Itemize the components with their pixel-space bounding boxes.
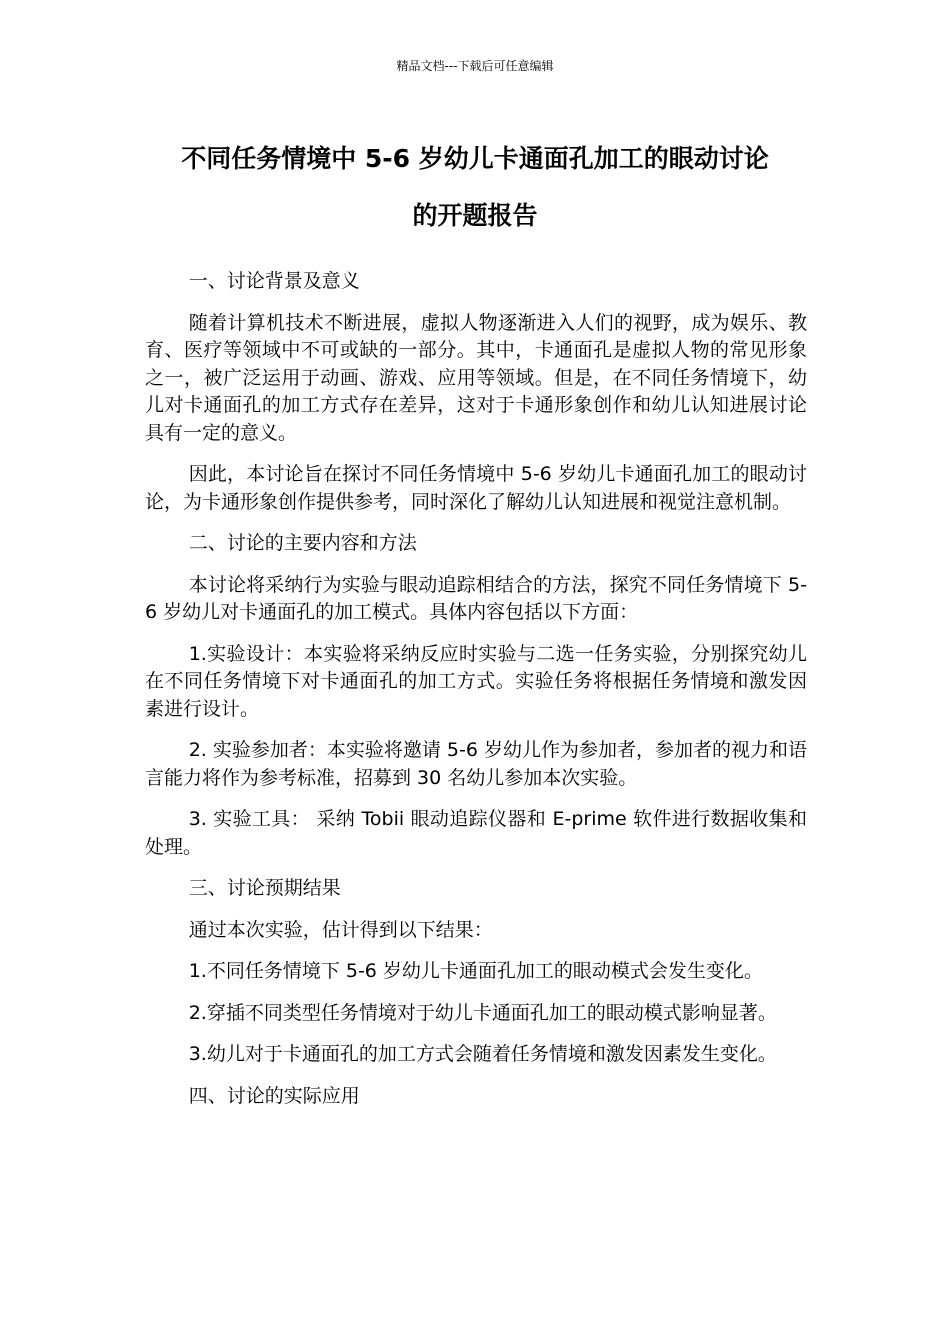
list-item-participants: 2. 实验参加者：本实验将邀请 5-6 岁幼儿作为参加者，参加者的视力和语言能力将作为参考标准，招募到 30 名幼儿参加本次实验。 (145, 739, 807, 789)
list-item-tools: 3. 实验工具： 采纳 Tobii 眼动追踪仪器和 E-prime 软件进行数据收集和处理。 (145, 808, 807, 858)
header-note: 精品文档---下载后可任意编辑 (396, 59, 554, 73)
section-heading-content-methods: 二、讨论的主要内容和方法 (188, 532, 417, 554)
paragraph-results-intro: 通过本次实验，估计得到以下结果： (188, 918, 493, 941)
paragraph-purpose: 因此，本讨论旨在探讨不同任务情境中 5-6 岁幼儿卡通面孔加工的眼动讨论，为卡通形象创作提供参考，同时深化了解幼儿认知进展和视觉注意机制。 (145, 463, 807, 513)
list-item-result-1: 1.不同任务情境下 5-6 岁幼儿卡通面孔加工的眼动模式会发生变化。 (188, 960, 763, 982)
list-item-result-2: 2.穿插不同类型任务情境对于幼儿卡通面孔加工的眼动模式影响显著。 (188, 1001, 777, 1024)
title-line-1: 不同任务情境中 5-6 岁幼儿卡通面孔加工的眼动讨论 (181, 144, 769, 173)
paragraph-background: 随着计算机技术不断进展，虚拟人物逐渐进入人们的视野，成为娱乐、教育、医疗等领域中不可或缺的一部分。其中，卡通面孔是虚拟人物的常见形象之一，被广泛运用于动画、游戏、应用等领域。但是，在不同任务情境下，幼儿对卡通面孔的加工方式存在差异，这对于卡通形象创作和幼儿认知进展讨论具有一定的意义。 (145, 311, 807, 444)
paragraph-methods-intro: 本讨论将采纳行为实验与眼动追踪相结合的方法，探究不同任务情境下 5-6 岁幼儿对卡通面孔的加工模式。具体内容包括以下方面： (145, 573, 807, 623)
document-body (145, 268, 807, 1124)
list-item-experiment-design: 1.实验设计：本实验将采纳反应时实验与二选一任务实验，分别探究幼儿在不同任务情境下对卡通面孔的加工方式。实验任务将根据任务情境和激发因素进行设计。 (145, 642, 807, 720)
section-heading-application: 四、讨论的实际应用 (188, 1084, 360, 1107)
list-item-result-3: 3.幼儿对于卡通面孔的加工方式会随着任务情境和激发因素发生变化。 (188, 1043, 777, 1065)
title-line-2: 的开题报告 (412, 201, 538, 230)
section-heading-expected-results: 三、讨论预期结果 (188, 877, 341, 899)
section-heading-background: 一、讨论背景及意义 (188, 270, 360, 292)
document-title (130, 130, 820, 244)
